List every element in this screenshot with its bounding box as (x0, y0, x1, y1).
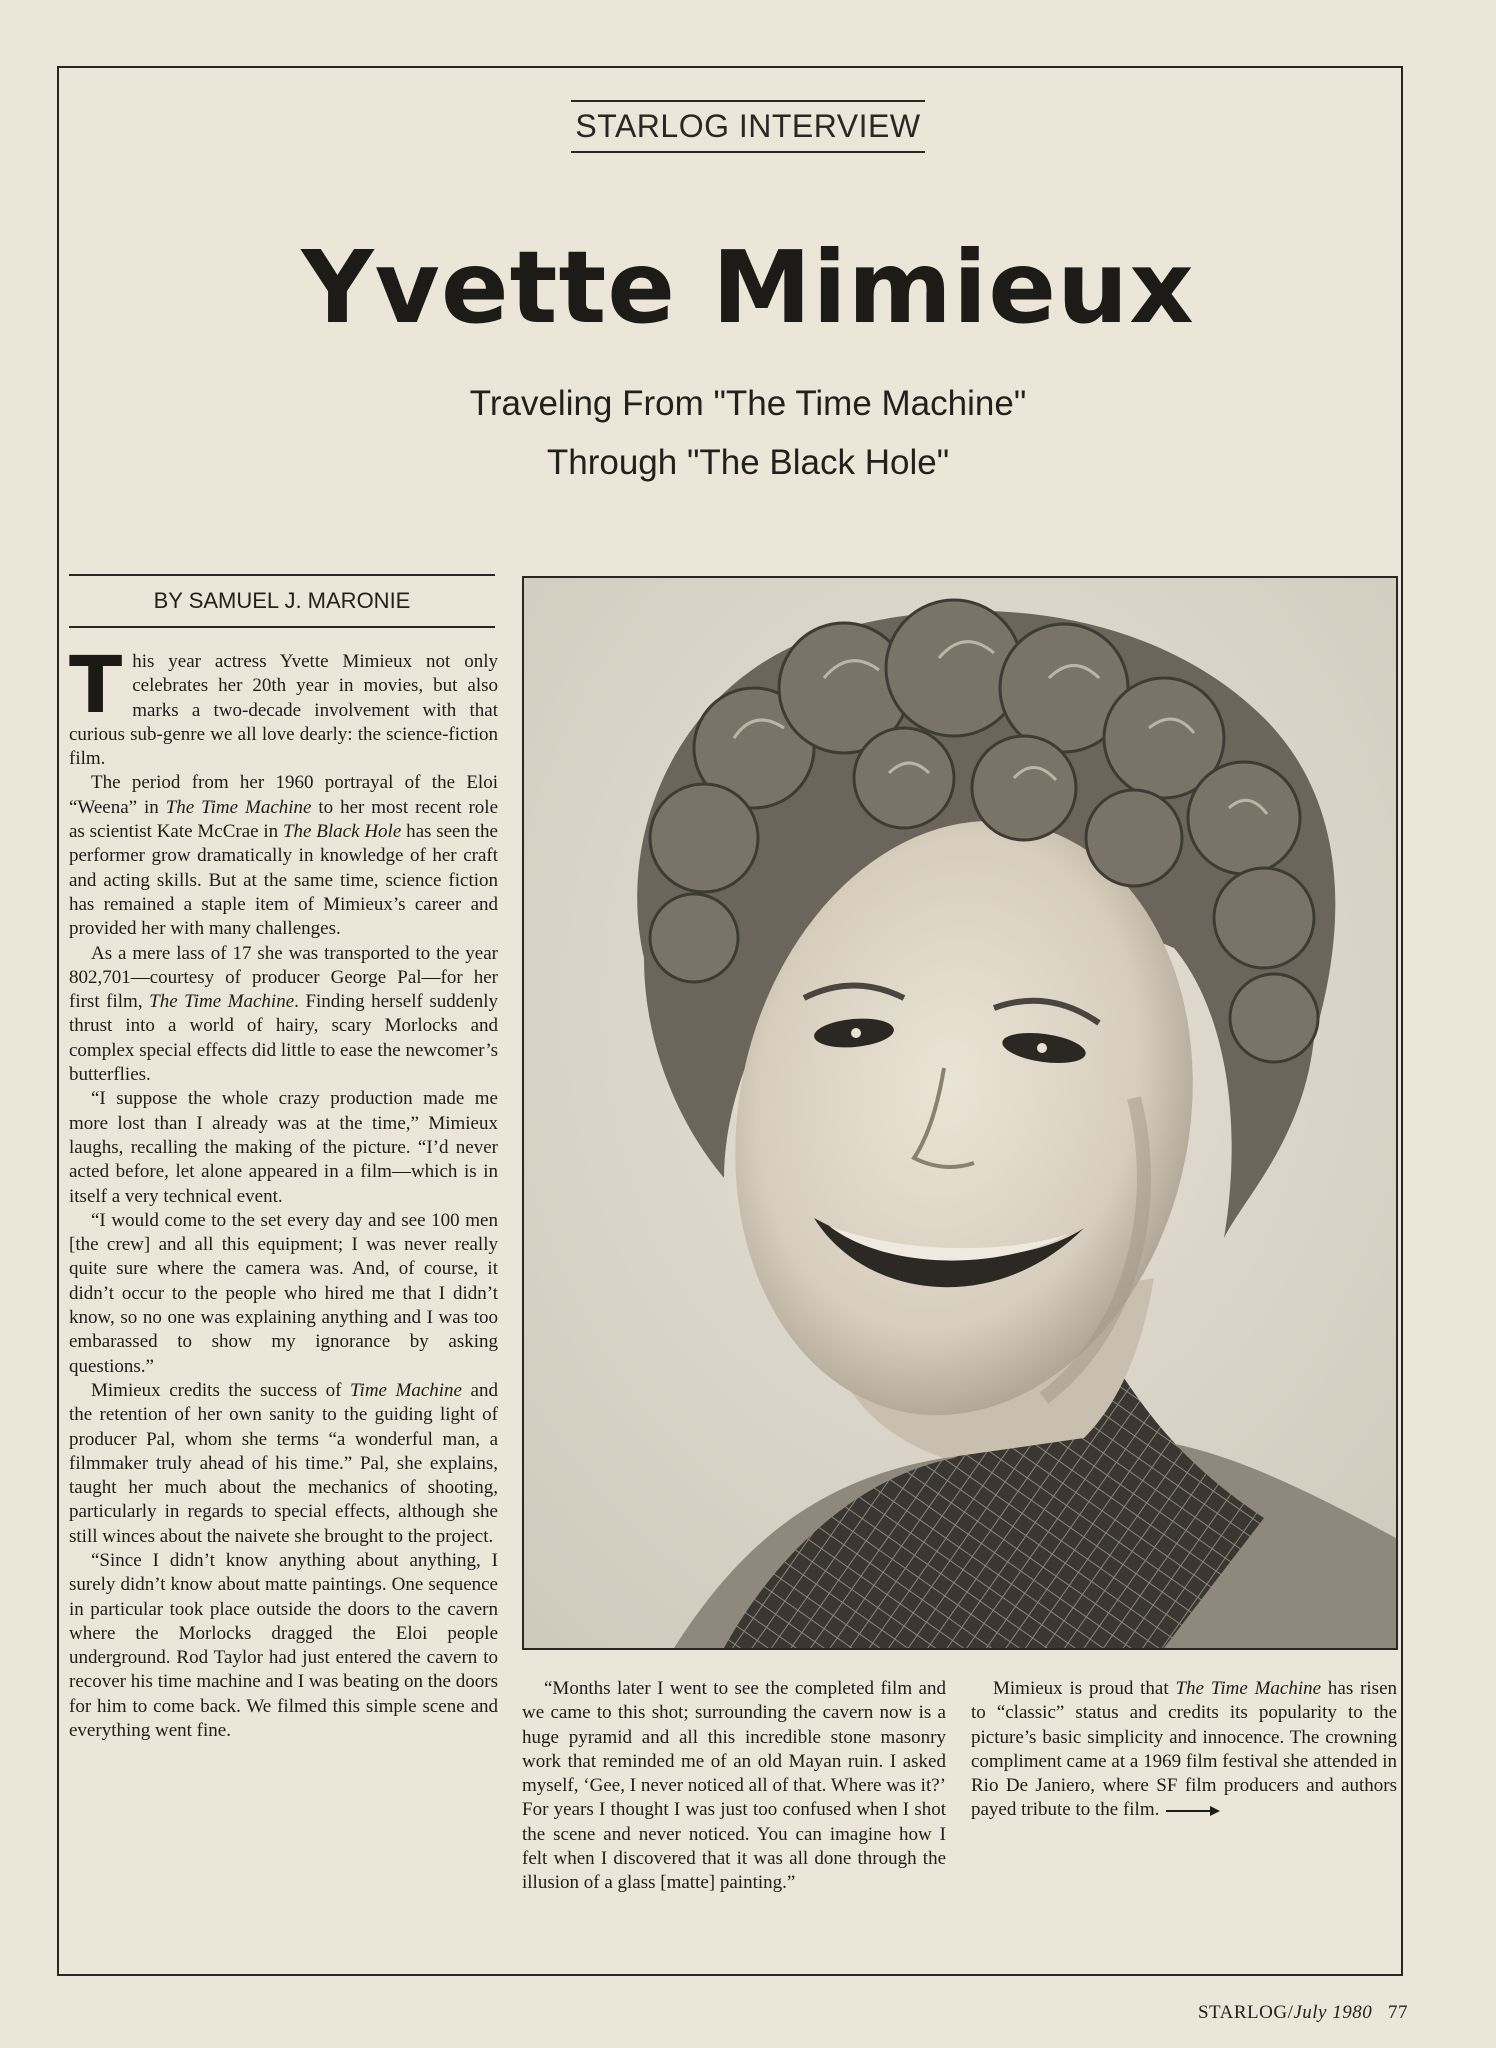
article-column-1-top (69, 641, 498, 1743)
section-kicker (0, 100, 1496, 153)
byline: BY SAMUEL J. MARONIE (69, 574, 495, 628)
paragraph-7: “Since I didn’t know anything about anything, I surely didn’t know about matte paintings. One sequence in particular took place outside the doors to the cavern where the Morlocks dragged the Eloi people underground. Rod Taylor had just entered the cavern to recover his time machine and I was beating on the doors for him to come back. We filmed this simple scene and everything went fine. (69, 1549, 498, 1742)
folio-page-number: 77 (1388, 2002, 1408, 2023)
article-column-3 (971, 1677, 1397, 1823)
drop-cap: T (69, 641, 123, 731)
paragraph-5: “I would come to the set every day and see 100 men [the crew] and all this equipment; I was never really quite sure where the camera was. And, of course, it didn’t occur to the people who hired me that I didn’t know, so no one was explaining anything and I was too embarassed to show my ignorance by asking questions.” (69, 1209, 498, 1377)
portrait-photo (522, 576, 1398, 1650)
paragraph-3: As a mere lass of 17 she was transported to the year 802,701—courtesy of producer George Pal—for her first film, The Time Machine. Finding herself suddenly thrust into a world of hairy, scary Morlocks and complex special effects did little to ease the newcomer’s butterflies. (69, 942, 498, 1086)
paragraph-4: “I suppose the whole crazy production made me more lost than I already was at the time,” Mimieux laughs, recalling the making of the picture. “I’d never acted before, let alone appeared in a film—which is in itself a very technical event. (69, 1088, 498, 1207)
paragraph-6: Mimieux credits the success of Time Machine and the retention of her own sanity to the guiding light of producer Pal, whom she terms “a wonderful man, a filmmaker truly ahead of his time.” Pal, she explains, taught her much about the mechanics of shooting, particularly in regards to special effects, although she still winces about the naivete she brought to the project. (69, 1379, 498, 1547)
deck-line-2: Through "The Black Hole" (546, 443, 950, 482)
paragraph-2: The period from her 1960 portrayal of the Eloi “Weena” in The Time Machine to her most recent role as scientist Kate McCrae in The Black Hole has seen the performer grow dramatically in knowledge of her craft and acting skills. But at the same time, science fiction has remained a staple item of Mimieux’s career and provided her with many challenges. (69, 772, 498, 940)
folio-issue: July 1980 (1293, 2002, 1373, 2023)
deck-line-1: Traveling From "The Time Machine" (469, 384, 1027, 423)
paragraph-8: “Months later I went to see the completed film and we came to this shot; surrounding the cavern now is a huge pyramid and all this incredible stone masonry work that reminded me of an old Mayan ruin. I asked myself, ‘Gee, I never noticed all of that. Where was it?’ For years I thought I was just too confused when I shot the scene and never noticed. You can imagine how I felt when I discovered that it was all done through the illusion of a glass [matte] painting.” (522, 1678, 946, 1894)
deck (0, 374, 1496, 492)
folio-magazine: STARLOG/ (1197, 2002, 1294, 2023)
portrait-illustration (524, 578, 1396, 1648)
continued-arrow-icon (1164, 1805, 1222, 1817)
paragraph-1: This year actress Yvette Mimieux not only celebrates her 20th year in movies, but also marks a two-decade involvement with that curious sub-genre we all love dearly: the science-fiction film. (69, 641, 498, 770)
article-column-2 (522, 1677, 946, 1896)
paragraph-9: Mimieux is proud that The Time Machine has risen to “classic” status and credits its popularity to the picture’s basic simplicity and innocence. The crowning compliment came at a 1969 film festival she attended in Rio De Janiero, where SF film producers and authors payed tribute to the film. (971, 1678, 1397, 1821)
kicker-label: STARLOG INTERVIEW (571, 100, 924, 153)
headline: Yvette Mimieux (301, 229, 1195, 346)
page-folio (1198, 2002, 1408, 2024)
